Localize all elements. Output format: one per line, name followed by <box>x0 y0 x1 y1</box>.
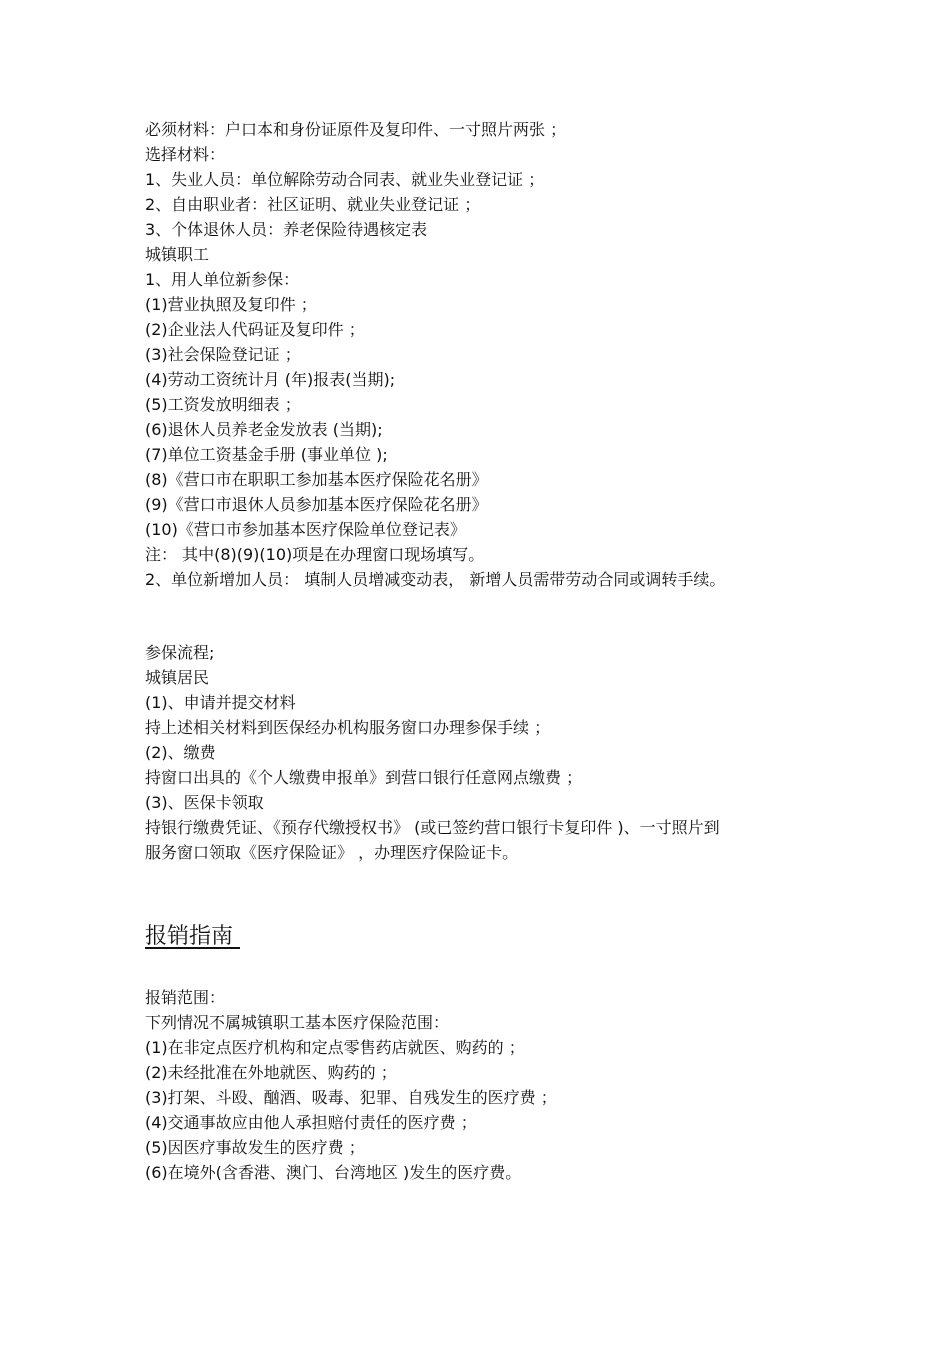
text-line: (8)《营口市在职职工参加基本医疗保险花名册》 <box>145 470 488 489</box>
text-line: 2、自由职业者：社区证明、就业失业登记证 ； <box>145 195 481 214</box>
text-line: (3)打架、斗殴、酗酒、吸毒、犯罪、自残发生的医疗费 ； <box>145 1088 557 1107</box>
text-line: 持银行缴费凭证、《预存代缴授权书》 (或已签约营口银行卡复印件 )、一寸照片到 <box>145 818 720 837</box>
text-line: (7)单位工资基金手册 (事业单位 ); <box>145 445 388 464</box>
reimbursement-scope-section <box>145 985 845 1185</box>
text-line: (4)劳动工资统计月 (年)报表(当期); <box>145 370 396 389</box>
text-line: 持上述相关材料到医保经办机构服务窗口办理参保手续 ； <box>145 718 551 737</box>
text-line: 选择材料： <box>145 145 226 164</box>
section-heading: 报销指南 <box>145 924 240 949</box>
text-line: 参保流程; <box>145 643 215 662</box>
text-line: 3、个体退休人员：养老保险待遇核定表 <box>145 220 428 239</box>
text-line: (5)工资发放明细表 ； <box>145 395 301 414</box>
text-line: 城镇居民 <box>145 668 210 687</box>
text-line: (1)营业执照及复印件 ； <box>145 295 317 314</box>
text-line: 下列情况不属城镇职工基本医疗保险范围： <box>145 1013 450 1032</box>
text-line: (2)未经批准在外地就医、购药的 ； <box>145 1063 397 1082</box>
text-line: (2)企业法人代码证及复印件 ； <box>145 320 365 339</box>
text-line: 持窗口出具的《个人缴费申报单》到营口银行任意网点缴费 ； <box>145 768 583 787</box>
text-line: (6)退休人员养老金发放表 (当期); <box>145 420 383 439</box>
text-line: (6)在境外(含香港、澳门、台湾地区 )发生的医疗费。 <box>145 1163 522 1182</box>
required-materials-section <box>145 117 845 592</box>
text-line: 城镇职工 <box>145 245 210 264</box>
text-line: (5)因医疗事故发生的医疗费 ； <box>145 1138 365 1157</box>
text-line: (3)社会保险登记证 ； <box>145 345 301 364</box>
enrollment-process-section <box>145 640 845 865</box>
text-line: 报销范围： <box>145 988 226 1007</box>
text-line: 注： 其中(8)(9)(10)项是在办理窗口现场填写。 <box>145 545 485 564</box>
text-line: (1)、申请并提交材料 <box>145 693 296 712</box>
text-line: (9)《营口市退休人员参加基本医疗保险花名册》 <box>145 495 488 514</box>
text-line: 2、单位新增加人员： 填制人员增减变动表， 新增人员需带劳动合同或调转手续。 <box>145 570 726 589</box>
text-line: 服务窗口领取《医疗保险证》 ，办理医疗保险证卡。 <box>145 843 519 862</box>
text-line: (1)在非定点医疗机构和定点零售药店就医、购药的 ； <box>145 1038 525 1057</box>
text-line: 1、用人单位新参保： <box>145 270 300 289</box>
text-line: (10)《营口市参加基本医疗保险单位登记表》 <box>145 520 466 539</box>
text-line: (2)、缴费 <box>145 743 216 762</box>
text-line: (3)、医保卡领取 <box>145 793 264 812</box>
text-line: (4)交通事故应由他人承担赔付责任的医疗费 ； <box>145 1113 477 1132</box>
text-line: 必须材料：户口本和身份证原件及复印件、一寸照片两张 ； <box>145 120 567 139</box>
text-line: 1、失业人员：单位解除劳动合同表、就业失业登记证 ； <box>145 170 545 189</box>
